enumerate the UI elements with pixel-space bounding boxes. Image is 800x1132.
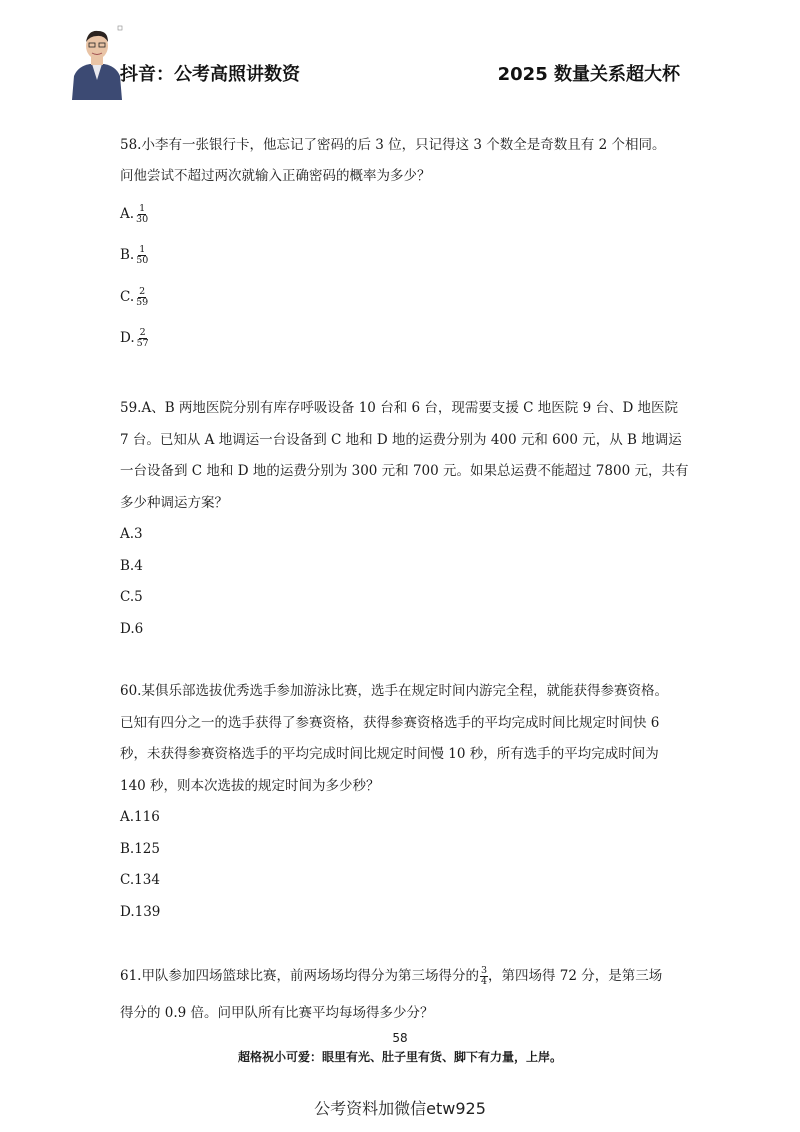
q60-text-line-1: 60.某俱乐部选拔优秀选手参加游泳比赛，选手在规定时间内游完全程，就能获得参赛资格。 [120, 683, 668, 699]
q60-text-line-4: 140 秒，则本次选拔的规定时间为多少秒？ [120, 778, 380, 794]
q58-option-c: C. $\frac{2}{59}$ [120, 286, 149, 308]
q60-text-line-2: 已知有四分之一的选手获得了参赛资格，获得参赛资格选手的平均完成时间比规定时间快 6 [120, 715, 660, 731]
q59-option-d: D.6 [120, 621, 144, 637]
q58-text-line-2: 问他尝试不超过两次就输入正确密码的概率为多少？ [120, 168, 431, 184]
footer-motto: 超格祝小可爱：眼里有光、肚子里有货、脚下有力量，上岸。 [237, 1050, 562, 1064]
q59-option-c: C.5 [120, 589, 143, 605]
q60-option-d: D.139 [120, 904, 161, 920]
page-number: 58 [392, 1031, 408, 1045]
q60-option-b: B.125 [120, 841, 160, 857]
fraction: $\frac{1}{30}$ [136, 203, 149, 225]
header-channel-title: 抖音：公考高照讲数资 [120, 64, 300, 85]
fraction: $\frac{1}{50}$ [136, 244, 149, 266]
fraction: $\frac{2}{59}$ [136, 286, 149, 308]
q59-option-b: B.4 [120, 558, 143, 574]
q60-option-a: A.116 [120, 809, 160, 825]
watermark-text: 公考资料加微信etw925 [314, 1099, 486, 1118]
q58-option-b: B. $\frac{1}{50}$ [120, 244, 149, 266]
q59-option-a: A.3 [120, 526, 143, 542]
q59-text-line-3: 一台设备到 C 地和 D 地的运费分别为 300 元和 700 元。如果总运费不能超过 7800 元，共有 [120, 463, 689, 479]
trademark-mark [118, 26, 122, 30]
fraction: $\frac{3}{4}$ [480, 965, 488, 987]
q60-option-c: C.134 [120, 872, 160, 888]
q58-text-line-1: 58.小李有一张银行卡，他忘记了密码的后 3 位，只记得这 3 个数全是奇数且有 2 个相同。 [120, 137, 666, 153]
q58-option-d: D. $\frac{2}{57}$ [120, 327, 149, 349]
q59-text-line-4: 多少种调运方案？ [120, 495, 228, 511]
avatar [68, 24, 126, 100]
q60-text-line-3: 秒，未获得参赛资格选手的平均完成时间比规定时间慢 10 秒，所有选手的平均完成时间为 [120, 746, 659, 762]
q61-text-line-2: 得分的 0.9 倍。问甲队所有比赛平均每场得多少分？ [120, 1005, 434, 1021]
q58-option-a: A. $\frac{1}{30}$ [120, 203, 149, 225]
q59-text-line-2: 7 台。已知从 A 地调运一台设备到 C 地和 D 地的运费分别为 400 元和 600 元，从 B 地调运 [120, 432, 682, 448]
q61-text-line-1: 61.甲队参加四场篮球比赛，前两场场均得分为第三场得分的 $\frac{3}{4}$ ，第四场得 72 分，是第三场 [120, 965, 663, 987]
header-book-title: 2025 数量关系超大杯 [497, 64, 680, 85]
q59-text-line-1: 59.A、B 两地医院分别有库存呼吸设备 10 台和 6 台，现需要支援 C 地医院 9 台、D 地医院 [120, 400, 679, 416]
fraction: $\frac{2}{57}$ [136, 327, 149, 349]
